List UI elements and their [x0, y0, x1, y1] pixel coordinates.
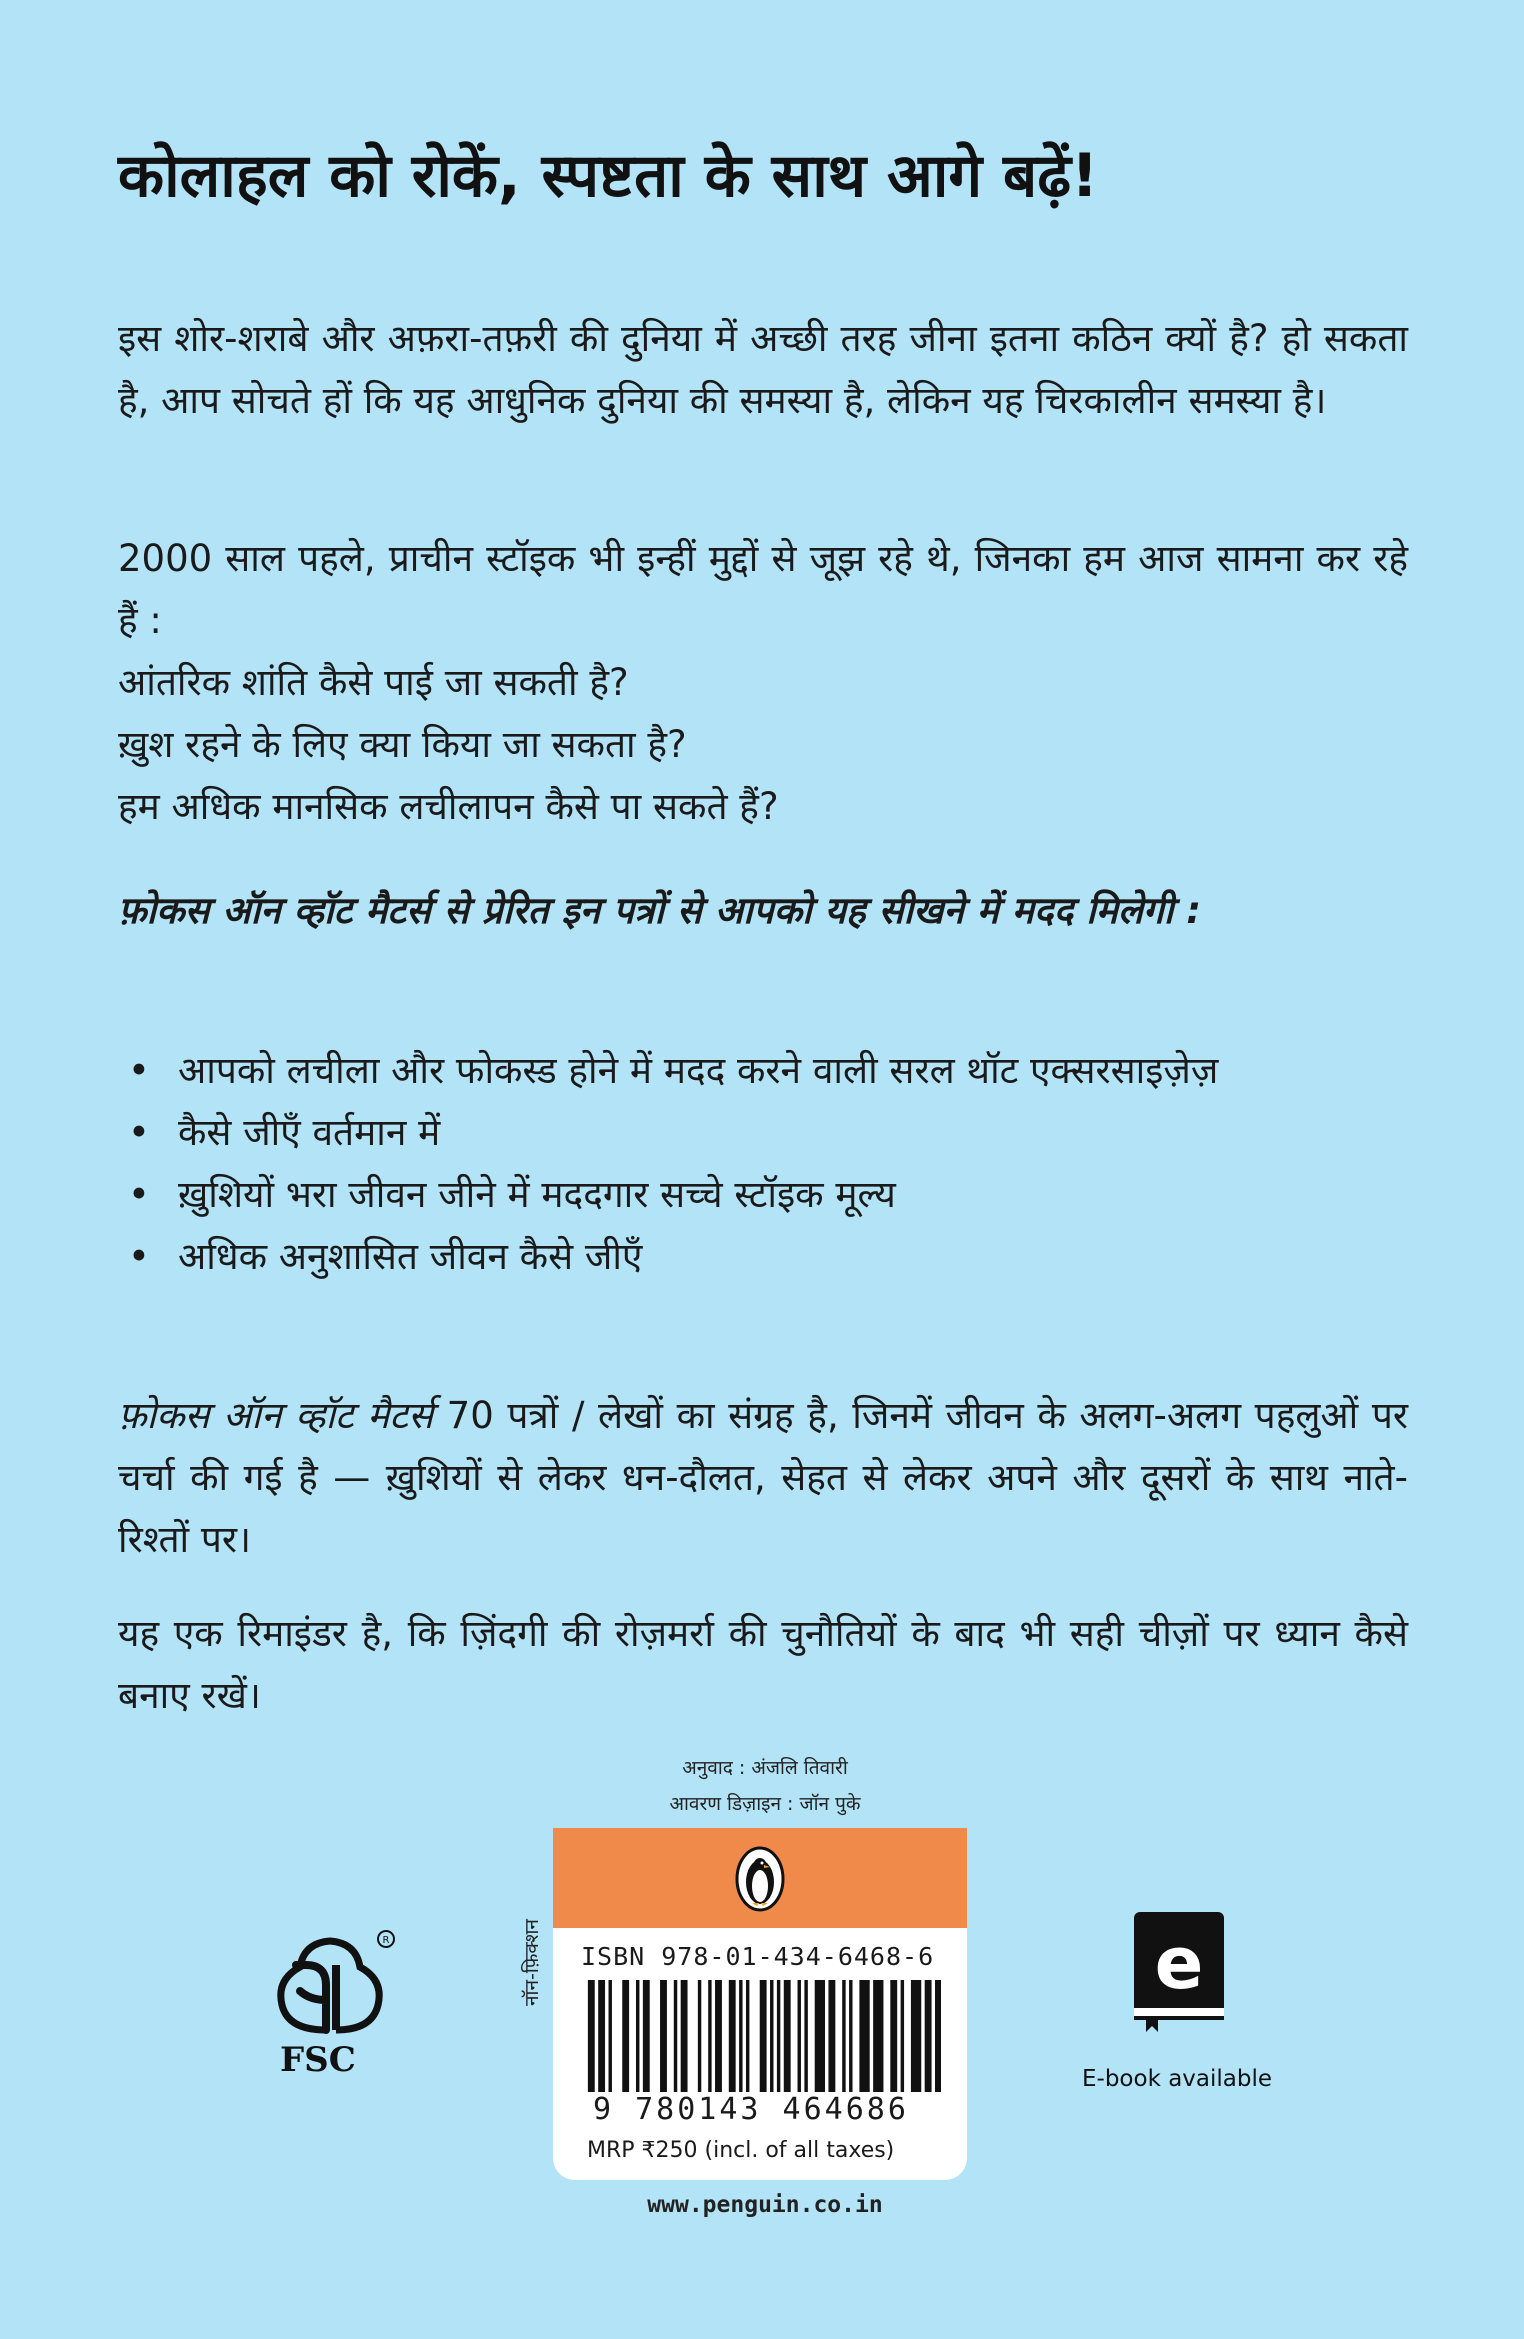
bullet-dot: • [128, 1235, 150, 1278]
barcode-bar [715, 1980, 722, 2092]
cover-credit: आवरण डिज़ाइन : जॉन पुके [669, 1793, 861, 1815]
barcode-bar [598, 1980, 605, 2092]
genre-label: नॉन-फ़िक्शन [521, 1919, 543, 2006]
barcode-bar [698, 1980, 701, 2092]
barcode-bar [798, 1980, 801, 2092]
paragraph-stoics-intro: 2000 साल पहले, प्राचीन स्टॉइक भी इन्हीं मुद्दों से जूझ रहे थे, जिनका हम आज सामना कर रहे हैं : [118, 537, 1408, 642]
barcode-bar [925, 1980, 932, 2092]
barcode-bar [935, 1980, 941, 2092]
barcode-bars [581, 1980, 941, 2092]
price-label: MRP ₹250 (incl. of all taxes) [587, 2138, 895, 2163]
paragraph-intro: इस शोर-शराबे और अफ़रा-तफ़री की दुनिया में अच्छी तरह जीना इतना कठिन क्यों है? हो सकता है, आप सोचते हों कि यह आधुनिक दुनिया की समस्या है, लेकिन यह चिरकालीन समस्या है। [118, 317, 1408, 422]
barcode-bar [815, 1980, 825, 2092]
barcode-bar [859, 1980, 869, 2092]
barcode-bar [739, 1980, 742, 2092]
bullet-dot: • [128, 1049, 150, 1092]
paragraph-learn: फ़ोकस ऑन व्हॉट मैटर्स से प्रेरित इन पत्रों से आपको यह सीखने में मदद मिलेगी : [118, 889, 1201, 932]
barcode-bar [777, 1980, 780, 2092]
paragraph-collection-text: 70 पत्रों / लेखों का संग्रह है, जिनमें जीवन के अलग-अलग पहलुओं पर चर्चा की गई है — ख़ुशियों से लेकर धन-दौलत, सेहत से लेकर अपने और दूसरों के साथ नाते-रिश्तों पर। [118, 1394, 1408, 1561]
barcode-bar [770, 1980, 773, 2092]
barcode-bar [674, 1980, 677, 2092]
barcode-bar [849, 1980, 852, 2092]
paragraph-reminder: यह एक रिमाइंडर है, कि ज़िंदगी की रोज़मर्रा की चुनौतियों के बाद भी सही चीज़ों पर ध्यान कैसे बनाए रखें। [118, 1612, 1408, 1717]
barcode-bar [660, 1980, 667, 2092]
barcode-bar [643, 1980, 650, 2092]
ebook-icon [1128, 1912, 1230, 2032]
barcode-bar [609, 1980, 612, 2092]
ebook-label: E-book available [1082, 2066, 1273, 2092]
translator-credit: अनुवाद : अंजलि तिवारी [682, 1757, 848, 1779]
book-title-inline: फ़ोकस ऑन व्हॉट मैटर्स [118, 1394, 434, 1437]
barcode-bar [842, 1980, 845, 2092]
barcode-bar [681, 1980, 688, 2092]
list-item: • आपको लचीला और फोकस्ड होने में मदद करने वाली सरल थॉट एक्सरसाइज़ेज़ [118, 1040, 1408, 1102]
barcode-bar [622, 1980, 629, 2092]
svg-text:e: e [1154, 1921, 1204, 2005]
list-item: • अधिक अनुशासित जीवन कैसे जीएँ [118, 1226, 1408, 1288]
list-item: • कैसे जीएँ वर्तमान में [118, 1102, 1408, 1164]
barcode-bar [890, 1980, 897, 2092]
bullet-list [118, 1040, 1408, 1288]
ean-digits: 9 780143 464686 [593, 2092, 909, 2127]
barcode-bar [911, 1980, 921, 2092]
paragraph-collection [118, 1385, 1408, 1571]
barcode-bar [873, 1980, 883, 2092]
barcode-panel [553, 1828, 967, 2180]
barcode-bar [636, 1980, 639, 2092]
question-1: आंतरिक शांति कैसे पाई जा सकती है? [118, 661, 629, 704]
bullet-dot: • [128, 1111, 150, 1154]
question-3: हम अधिक मानसिक लचीलापन कैसे पा सकते हैं? [118, 785, 779, 828]
barcode-bar [760, 1980, 767, 2092]
fsc-label: FSC [280, 2040, 356, 2080]
paragraph-stoics [118, 528, 1408, 838]
headline: कोलाहल को रोकें, स्पष्टता के साथ आगे बढ़ें! [118, 141, 1099, 211]
question-2: ख़ुश रहने के लिए क्या किया जा सकता है? [118, 723, 687, 766]
barcode-bar [588, 1980, 595, 2092]
barcode-bar [901, 1980, 904, 2092]
barcode-bar [804, 1980, 807, 2092]
penguin-logo-icon [735, 1846, 785, 1912]
svg-text:R: R [382, 1935, 390, 1946]
barcode-bar [708, 1980, 711, 2092]
barcode-bar [784, 1980, 791, 2092]
barcode-bar [729, 1980, 736, 2092]
isbn-text: ISBN 978-01-434-6468-6 [581, 1942, 935, 1971]
barcode-bar [746, 1980, 749, 2092]
barcode-bar [828, 1980, 835, 2092]
list-item: • ख़ुशियों भरा जीवन जीने में मददगार सच्चे स्टॉइक मूल्य [118, 1164, 1408, 1226]
website-link[interactable]: www.penguin.co.in [647, 2192, 883, 2218]
bullet-dot: • [128, 1173, 150, 1216]
